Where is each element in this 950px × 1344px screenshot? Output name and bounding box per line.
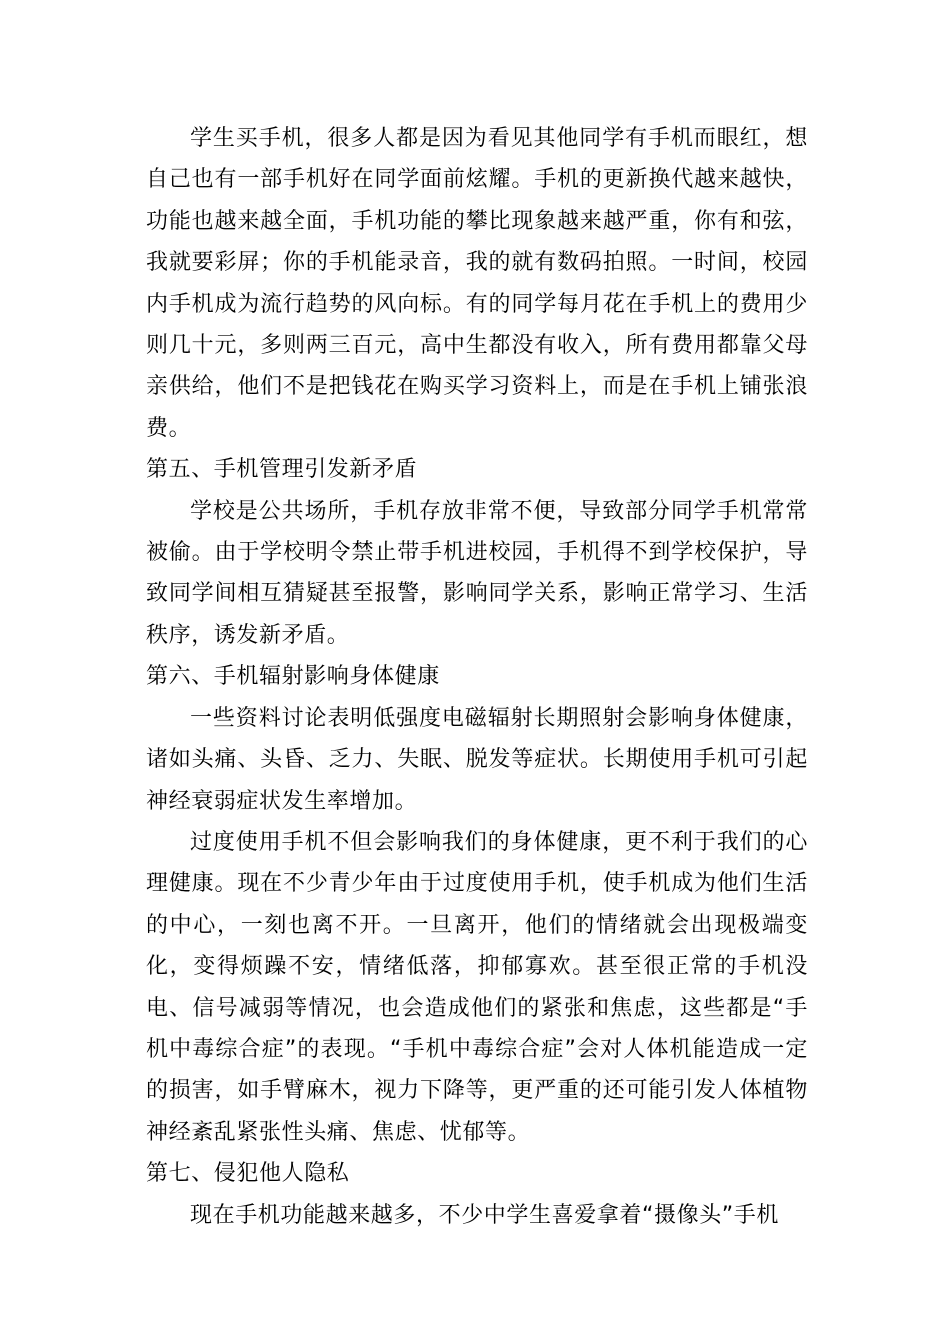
paragraph-phone-comparison: 学生买手机，很多人都是因为看见其他同学有手机而眼红，想自己也有一部手机好在同学面前炫耀。手机的更新换代越来越快，功能也越来越全面，手机功能的攀比现象越来越严重，你有和弦，我就要彩屏；你的手机能录音，我的就有数码拍照。一时间，校园内手机成为流行趋势的风向标。有的同学每月花在手机上的费用少则几十元，多则两三百元，高中生都没有收入，所有费用都靠父母亲供给，他们不是把钱花在购买学习资料上，而是在手机上铺张浪费。 xyxy=(146,126,808,441)
paragraph-phone-management: 学校是公共场所，手机存放非常不便，导致部分同学手机常常被偷。由于学校明令禁止带手机进校园，手机得不到学校保护，导致同学间相互猜疑甚至报警，影响同学关系，影响正常学习、生活秩序，诱发新矛盾。 xyxy=(146,498,808,648)
document-body xyxy=(146,118,808,1236)
section-heading-five: 第五、手机管理引发新矛盾 xyxy=(146,457,418,483)
paragraph-privacy: 现在手机功能越来越多，不少中学生喜爱拿着“摄像头”手机 xyxy=(190,1202,779,1228)
section-heading-six: 第六、手机辐射影响身体健康 xyxy=(146,664,440,690)
section-heading-seven: 第七、侵犯他人隐私 xyxy=(146,1161,350,1187)
paragraph-radiation: 一些资料讨论表明低强度电磁辐射长期照射会影响身体健康，诸如头痛、头昏、乏力、失眠、脱发等症状。长期使用手机可引起神经衰弱症状发生率增加。 xyxy=(146,705,808,814)
paragraph-mental-health: 过度使用手机不但会影响我们的身体健康，更不利于我们的心理健康。现在不少青少年由于过度使用手机，使手机成为他们生活的中心，一刻也离不开。一旦离开，他们的情绪就会出现极端变化，变得烦躁不安，情绪低落，抑郁寡欢。甚至很正常的手机没电、信号减弱等情况，也会造成他们的紧张和焦虑，这些都是“手机中毒综合症”的表现。“手机中毒综合症”会对人体机能造成一定的损害，如手臂麻木，视力下降等，更严重的还可能引发人体植物神经紊乱紧张性头痛、焦虑、忧郁等。 xyxy=(146,829,808,1145)
